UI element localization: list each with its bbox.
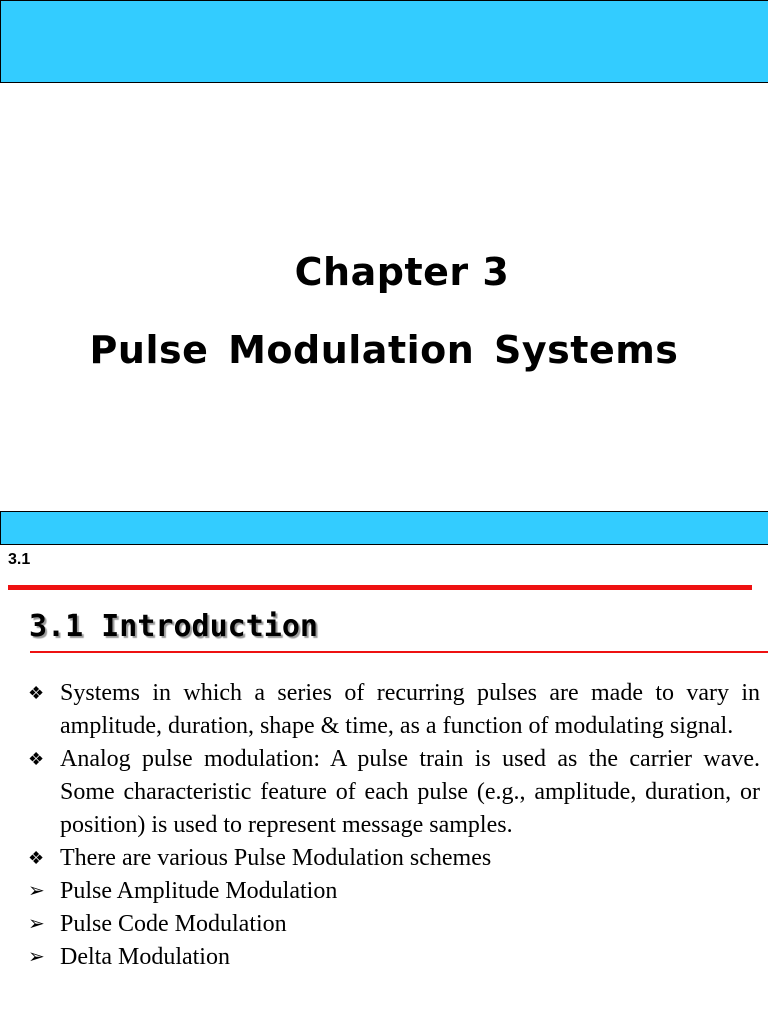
slide-number: 3.1 [8, 551, 31, 568]
list-item-text: Analog pulse modulation: A pulse train is used as the carrier wave. Some characteristic feature of each pulse (e.g., amplitude, duration, or position) is used to represent message samples. [60, 746, 760, 838]
heading-rule-thick [8, 585, 752, 590]
diamond-bullet-icon: ❖ [28, 848, 45, 868]
bullet-list [28, 677, 760, 974]
list-item-text: Pulse Code Modulation [60, 911, 287, 937]
list-item-text: Pulse Amplitude Modulation [60, 878, 338, 904]
section-heading: 3.1 Introduction [29, 609, 318, 644]
list-item [28, 842, 760, 875]
list-item [28, 941, 760, 974]
chapter-title: Chapter 3 [294, 250, 510, 294]
list-item [28, 908, 760, 941]
arrow-bullet-icon: ➢ [28, 946, 45, 968]
arrow-bullet-icon: ➢ [28, 913, 45, 935]
diamond-bullet-icon: ❖ [28, 749, 45, 769]
list-item-text: Systems in which a series of recurring pulses are made to vary in amplitude, duration, shape & time, as a function of modulating signal. [60, 680, 760, 739]
list-item [28, 743, 760, 842]
chapter-subtitle: Pulse Modulation Systems [89, 328, 679, 372]
diamond-bullet-icon: ❖ [28, 683, 45, 703]
heading-rule-thin [30, 651, 768, 653]
list-item-text: There are various Pulse Modulation schemes [60, 845, 492, 871]
arrow-bullet-icon: ➢ [28, 880, 45, 902]
top-header-band [0, 0, 768, 83]
list-item [28, 875, 760, 908]
list-item [28, 677, 760, 743]
slide-separator-band [0, 511, 768, 545]
list-item-text: Delta Modulation [60, 944, 230, 970]
